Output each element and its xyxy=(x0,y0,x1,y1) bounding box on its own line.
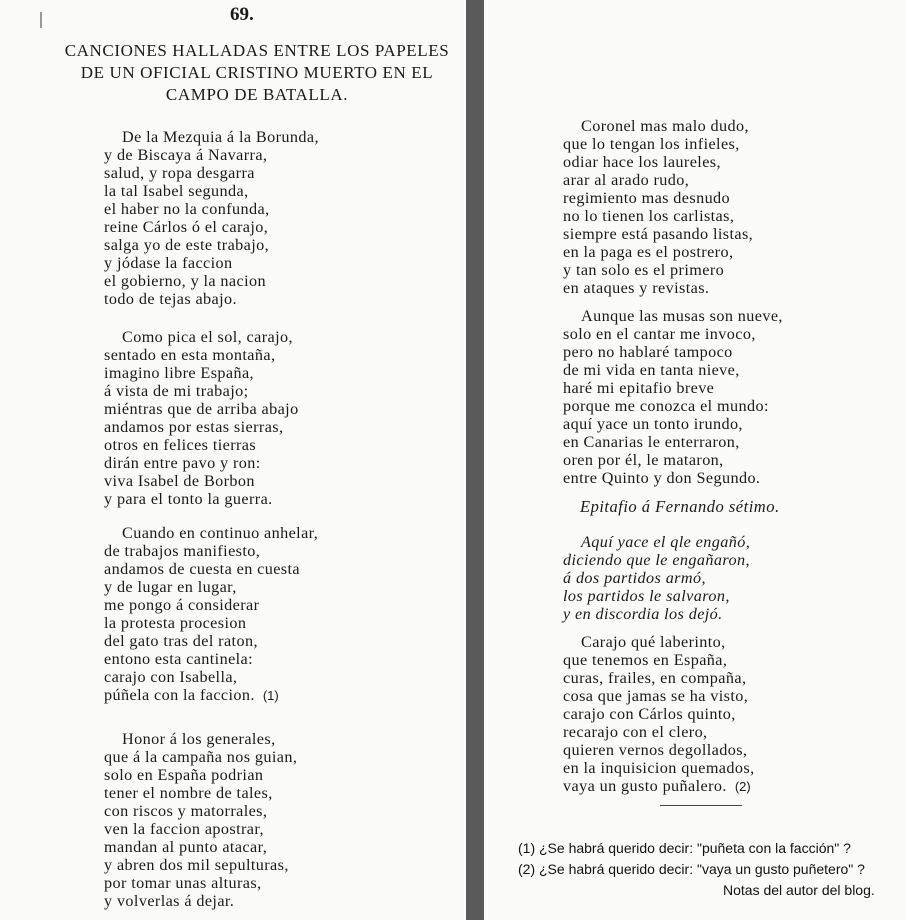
verse-line: regimiento mas desnudo xyxy=(563,189,731,207)
verse-line: Carajo qué laberinto, xyxy=(581,633,726,651)
verse-line: ven la faccion apostrar, xyxy=(104,820,264,838)
verse-line: me pongo á considerar xyxy=(104,596,260,614)
verse-line: dirán entre pavo y ron: xyxy=(104,454,261,472)
left-stanza-1 xyxy=(104,128,319,308)
verse-line: y en discordia los dejó. xyxy=(563,605,723,623)
verse-line: reine Cárlos ó el carajo, xyxy=(104,218,269,236)
verse-line: que tenemos en España, xyxy=(563,651,728,669)
verse-line: entono esta cantinela: xyxy=(104,650,254,668)
left-stanza-2 xyxy=(104,328,299,508)
verse-line: en la paga es el postrero, xyxy=(563,243,734,261)
title-line-3: CAMPO DE BATALLA. xyxy=(165,85,349,104)
page-number: 69. xyxy=(230,4,254,25)
verse-line: y de Biscaya á Navarra, xyxy=(104,146,268,164)
verse-line: con riscos y matorrales, xyxy=(104,802,268,820)
verse-line: mandan al punto atacar, xyxy=(104,838,268,856)
footnote-ref: (1) xyxy=(262,688,279,703)
verse-line: otros en felices tierras xyxy=(104,436,257,454)
verse-line: salga yo de este trabajo, xyxy=(104,236,270,254)
verse-line: Honor á los generales, xyxy=(122,730,276,748)
verse-line: Aunque las musas son nueve, xyxy=(581,307,783,325)
note-1: (1) ¿Se habrá querido decir: "puñeta con la facción" ? xyxy=(518,840,851,856)
verse-line: del gato tras del raton, xyxy=(104,632,258,650)
verse-line: vaya un gusto puñalero. (2) xyxy=(563,777,751,795)
right-stanza-1 xyxy=(563,117,753,297)
verse-line: en Canarias le enterraron, xyxy=(563,433,740,451)
left-stanza-3 xyxy=(104,524,318,705)
verse-line: diciendo que le engañaron, xyxy=(563,551,750,569)
verse-line: siempre está pasando listas, xyxy=(563,225,754,243)
verse-line: De la Mezquia á la Borunda, xyxy=(122,128,319,146)
epitaph-title: Epitafio á Fernando sétimo. xyxy=(580,497,780,516)
verse-line: de mi vida en tanta nieve, xyxy=(563,361,740,379)
verse-line: y jódase la faccion xyxy=(104,254,233,272)
verse-line: carajo con Isabella, xyxy=(104,668,238,686)
verse-line: á vista de mi trabajo; xyxy=(104,382,249,400)
verse-line: arar al arado rudo, xyxy=(563,171,690,189)
verse-line: el gobierno, y la nacion xyxy=(104,272,266,290)
verse-line: la protesta procesion xyxy=(104,614,247,632)
verse-line: Cuando en continuo anhelar, xyxy=(122,524,319,542)
verse-line: andamos por estas sierras, xyxy=(104,418,284,436)
verse-line: Como pica el sol, carajo, xyxy=(122,328,293,346)
right-stanza-4 xyxy=(563,633,755,796)
verse-line: porque me conozca el mundo: xyxy=(563,397,769,415)
verse-line: viva Isabel de Borbon xyxy=(104,472,255,490)
verse-line: imagino libre España, xyxy=(104,364,255,382)
verse-line: y de lugar en lugar, xyxy=(104,578,237,596)
verse-line: salud, y ropa desgarra xyxy=(104,164,255,182)
verse-line: de trabajos manifiesto, xyxy=(104,542,261,560)
verse-line: y volverlas á dejar. xyxy=(104,892,235,910)
verse-line: que á la campaña nos guian, xyxy=(104,748,298,766)
title-line-2: DE UN OFICIAL CRISTINO MUERTO EN EL xyxy=(80,63,434,82)
verse-line: Coronel mas malo dudo, xyxy=(581,117,749,135)
right-stanza-2 xyxy=(563,307,783,487)
verse-line: solo en España podrian xyxy=(104,766,264,784)
verse-line: Aquí yace el qle engañó, xyxy=(581,533,751,551)
verse-line: por tomar unas alturas, xyxy=(104,874,262,892)
verse-line: que lo tengan los infieles, xyxy=(563,135,740,153)
verse-line: en ataques y revistas. xyxy=(563,279,710,297)
verse-line: á dos partidos armó, xyxy=(563,569,706,587)
verse-line: no lo tienen los carlistas, xyxy=(563,207,735,225)
verse-line: tener el nombre de tales, xyxy=(104,784,273,802)
note-signature: Notas del autor del blog. xyxy=(723,882,875,898)
verse-line: aquí yace un tonto irundo, xyxy=(563,415,743,433)
verse-line: en la inquisicion quemados, xyxy=(563,759,755,777)
blog-notes xyxy=(518,838,875,901)
verse-line: púñela con la faccion. (1) xyxy=(104,686,279,704)
page-title xyxy=(50,40,464,106)
verse-line: la tal Isabel segunda, xyxy=(104,182,249,200)
verse-line: entre Quinto y don Segundo. xyxy=(563,469,761,487)
verse-line: recarajo con el clero, xyxy=(563,723,708,741)
left-stanza-4 xyxy=(104,730,297,910)
verse-line: todo de tejas abajo. xyxy=(104,290,237,308)
verse-line: oren por él, le mataron, xyxy=(563,451,724,469)
verse-line: carajo con Cárlos quinto, xyxy=(563,705,736,723)
verse-line: haré mi epitafio breve xyxy=(563,379,715,397)
verse-line: odiar hace los laureles, xyxy=(563,153,721,171)
gutter xyxy=(466,0,484,920)
right-stanza-3 xyxy=(563,533,750,623)
verse-line: el haber no la confunda, xyxy=(104,200,270,218)
footnote-ref: (2) xyxy=(734,779,751,794)
verse-line: curas, frailes, en compaña, xyxy=(563,669,747,687)
verse-line: quieren vernos degollados, xyxy=(563,741,748,759)
verse-line: sentado en esta montaña, xyxy=(104,346,276,364)
verse-line: solo en el cantar me invoco, xyxy=(563,325,756,343)
verse-line: y tan solo es el primero xyxy=(563,261,725,279)
verse-line: cosa que jamas se ha visto, xyxy=(563,687,749,705)
title-line-1: CANCIONES HALLADAS ENTRE LOS PAPELES xyxy=(64,41,450,60)
verse-line: y para el tonto la guerra. xyxy=(104,490,273,508)
verse-line: andamos de cuesta en cuesta xyxy=(104,560,300,578)
edge-mark xyxy=(40,12,42,28)
verse-line: los partidos le salvaron, xyxy=(563,587,730,605)
note-2: (2) ¿Se habrá querido decir: "vaya un gusto puñetero" ? xyxy=(518,861,865,877)
closing-rule xyxy=(660,805,742,806)
verse-line: y abren dos mil sepulturas, xyxy=(104,856,289,874)
verse-line: pero no hablaré tampoco xyxy=(563,343,733,361)
verse-line: miéntras que de arriba abajo xyxy=(104,400,299,418)
